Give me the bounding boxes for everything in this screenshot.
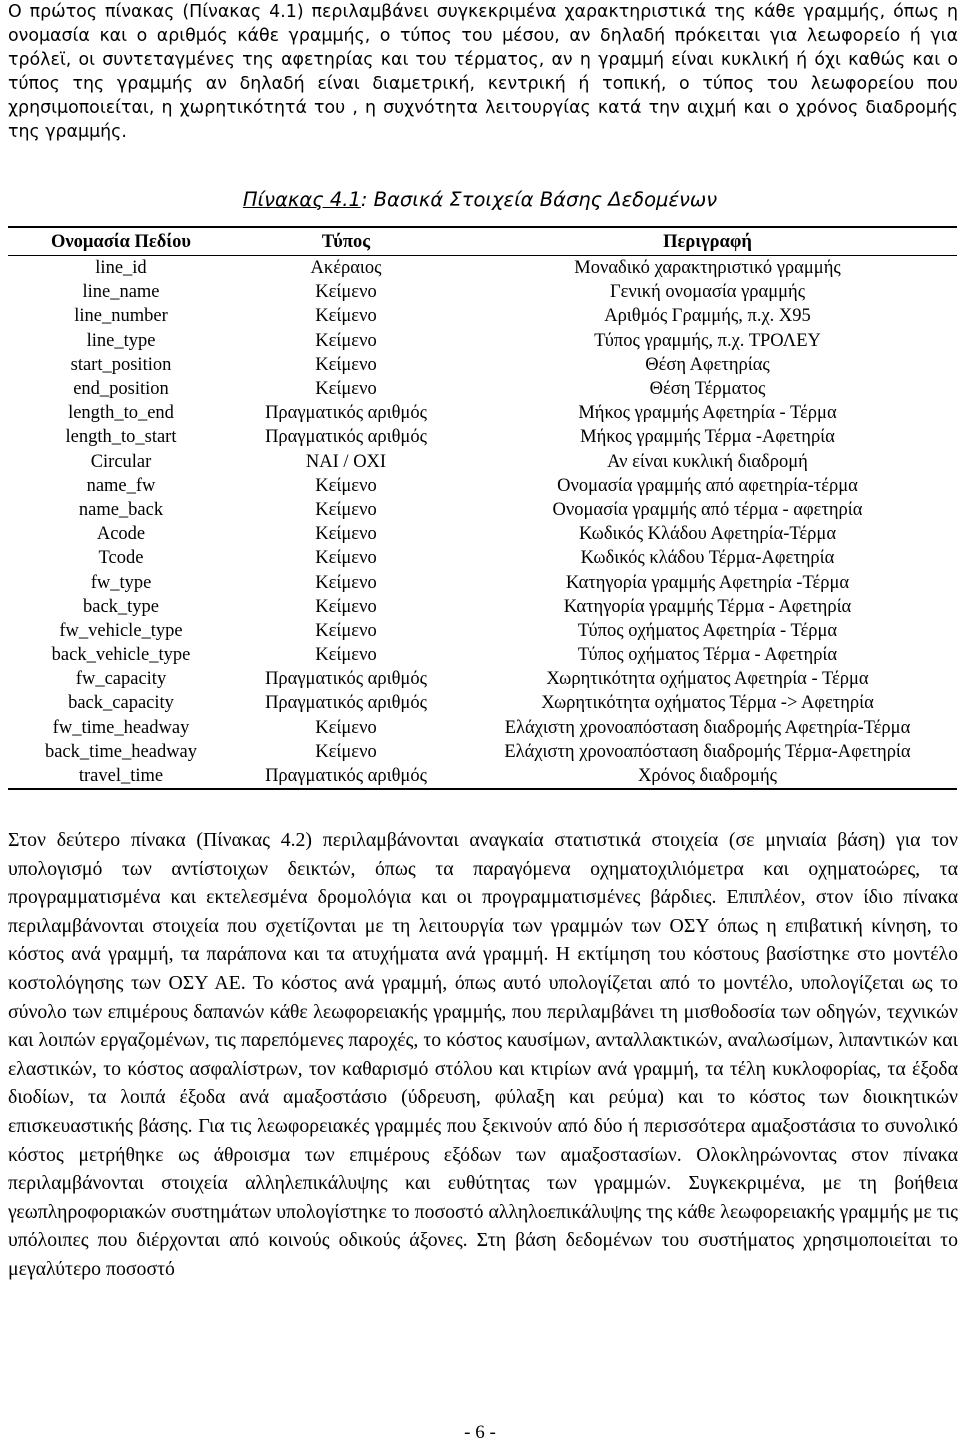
- table-caption-title: : Βασικά Στοιχεία Βάσης Δεδομένων: [360, 188, 718, 211]
- description-cell: Κωδικός Κλάδου Αφετηρία-Τέρμα: [578, 524, 837, 545]
- table-row: [8, 740, 957, 764]
- table-header-row: [8, 227, 957, 256]
- type-cell: Πραγματικός αριθμός: [265, 427, 427, 448]
- table-row: [8, 353, 957, 377]
- field-name-cell: back_vehicle_type: [51, 645, 191, 666]
- field-name-cell: fw_time_headway: [52, 717, 190, 738]
- table-row: [8, 643, 957, 667]
- type-cell: Κείμενο: [315, 717, 377, 738]
- table-row: [8, 377, 957, 401]
- field-name-cell: end_position: [73, 379, 169, 400]
- field-name-cell: Circular: [90, 451, 152, 472]
- table-row: [8, 425, 957, 449]
- table-caption: [0, 186, 960, 214]
- type-cell: Κείμενο: [315, 524, 377, 545]
- description-cell: Κατηγορία γραμμής Τέρμα - Αφετηρία: [563, 596, 852, 617]
- table-row: [8, 522, 957, 546]
- type-cell: Πραγματικός αριθμός: [265, 403, 427, 424]
- table-row: [8, 667, 957, 691]
- table-row: [8, 280, 957, 304]
- description-cell: Ελάχιστη χρονοαπόσταση διαδρομής Αφετηρία-Τέρμα: [504, 717, 911, 738]
- type-cell: Πραγματικός αριθμός: [234, 764, 458, 789]
- description-cell: Χρόνος διαδρομής: [458, 764, 957, 789]
- type-cell: Κείμενο: [315, 620, 377, 641]
- description-cell: Ελάχιστη χρονοαπόσταση διαδρομής Τέρμα-Αφετηρία: [504, 741, 911, 762]
- field-name-cell: length_to_end: [68, 403, 174, 424]
- intro-paragraph: Ο πρώτος πίνακας (Πίνακας 4.1) περιλαμβάνει συγκεκριμένα χαρακτηριστικά της κάθε γραμμής, όπως η ονομασία και ο αριθμός κάθε γραμμής, ο τύπος του μέσου, αν δηλαδή πρόκειται για λεωφορείο ή για τρόλεϊ, οι συντεταγμένες της αφετηρίας και του τέρματος, αν η γραμμή είναι κυκλική ή όχι καθώς και ο τύπος της γραμμής αν δηλαδή είναι διαμετρική, κεντρική ή τοπική, ο τύπος του λεωφορείου που χρησιμοποιείται, η χωρητικότητά του , η συχνότητα λειτουργίας κατά την αιχμή και ο χρόνος διαδρομής της γραμμής.: [8, 2, 958, 142]
- table-row: [8, 764, 957, 789]
- table-row: [8, 595, 957, 619]
- field-name-cell: Tcode: [98, 548, 144, 569]
- description-cell: Χωρητικότητα οχήματος Τέρμα -> Αφετηρία: [541, 693, 874, 714]
- description-cell: Τύπος οχήματος Τέρμα - Αφετηρία: [577, 645, 838, 666]
- table-row: [8, 691, 957, 715]
- description-cell: Τύπος οχήματος Αφετηρία - Τέρμα: [577, 620, 838, 641]
- type-cell: ΝΑΙ / ΟΧΙ: [305, 451, 387, 472]
- table-caption-label: Πίνακας 4.1: [242, 188, 361, 211]
- type-cell: Κείμενο: [315, 330, 377, 351]
- table-row: [8, 256, 957, 281]
- body-paragraph: Στον δεύτερο πίνακα (Πίνακας 4.2) περιλαμβάνονται αναγκαία στατιστικά στοιχεία (σε μηνιαία βάση) για τον υπολογισμό των αντίστοιχων δεικτών, όπως τα παραγόμενα οχηματοχιλιόμετρα και οχηματοώρες, τα προγραμματισμένα και εκτελεσμένα δρομολόγια και οι προγραμματισμένες βάρδιες. Επιπλέον, στον ίδιο πίνακα περιλαμβάνονται στοιχεία που σχετίζονται με τη λειτουργία των γραμμών των ΟΣΥ όπως η επιβατική κίνηση, το κόστος ανά γραμμή, τα παράπονα και τα ατυχήματα ανά γραμμή. Η εκτίμηση του κόστους βασίστηκε στο μοντέλο κοστολόγησης των ΟΣΥ ΑΕ. Το κόστος ανά γραμμή, όπως αυτό υπολογίζεται από το μοντέλο, υπολογίζεται ως το σύνολο των επιμέρους δαπανών κάθε λεωφορειακής γραμμής, που περιλαμβάνει τη μισθοδοσία των οδηγών, τεχνικών και λοιπών εργαζομένων, τις παρεπόμενες παροχές, το κόστος καυσίμων, ανταλλακτικών, αναλωσίμων, λιπαντικών και ελαστικών, το κόστος ασφαλίστρων, τον καθαρισμό στόλου και κτιρίων ανά γραμμή, τα τέλη κυκλοφορίας, τα έξοδα διοδίων, τα λοιπά έξοδα ανά αμαξοστάσιο (ύδρευση, φύλαξη και ρεύμα) και το κόστος των διοικητικών επισκευαστικής βάσης. Για τις λεωφορειακές γραμμές που ξεκινούν από δύο ή περισσότερα αμαξοστάσια το συνολικό κόστος μετρήθηκε ως άθροισμα των επιμέρους εξόδων των αμαξοστασίων. Ολοκληρώνοντας στον πίνακα περιλαμβάνονται στοιχεία αλληλεπικάλυψης και ευθύτητας των γραμμών. Συγκεκριμένα, με τη βοήθεια γεωπληροφοριακών συστημάτων υπολογίστηκε το ποσοστό αλληλοεπικάλυψης της κάθε λεωφορειακής γραμμής με τις υπόλοιπες που διέρχονται από κοινούς οδικούς άξονες. Στη βάση δεδομένων του συστήματος χρησιμοποιείται το μεγαλύτερο ποσοστό: [8, 829, 958, 1280]
- table-row: [8, 498, 957, 522]
- column-header-type: Τύπος: [234, 227, 458, 256]
- description-cell: Χωρητικότητα οχήματος Αφετηρία - Τέρμα: [546, 669, 869, 690]
- table-row: [8, 450, 957, 474]
- type-cell: Κείμενο: [315, 548, 377, 569]
- type-cell: Κείμενο: [315, 741, 377, 762]
- description-cell: Αριθμός Γραμμής, π.χ. Χ95: [604, 306, 811, 327]
- field-name-cell: back_time_headway: [44, 741, 198, 762]
- field-name-cell: fw_vehicle_type: [59, 620, 183, 641]
- table-row: [8, 304, 957, 328]
- field-name-cell: length_to_start: [65, 427, 177, 448]
- description-cell: Μήκος γραμμής Τέρμα -Αφετηρία: [580, 427, 835, 448]
- field-name-cell: fw_type: [90, 572, 152, 593]
- fields-table: [8, 226, 957, 790]
- field-name-cell: name_back: [78, 499, 164, 520]
- description-cell: Γενική ονομασία γραμμής: [609, 282, 806, 303]
- field-name-cell: line_id: [95, 258, 147, 279]
- table-row: [8, 619, 957, 643]
- type-cell: Κείμενο: [315, 306, 377, 327]
- type-cell: Κείμενο: [315, 354, 377, 375]
- description-cell: Κατηγορία γραμμής Αφετηρία -Τέρμα: [565, 572, 850, 593]
- description-cell: Μοναδικό χαρακτηριστικό γραμμής: [574, 258, 841, 279]
- type-cell: Ακέραιος: [310, 258, 382, 279]
- type-cell: Κείμενο: [315, 572, 377, 593]
- type-cell: Κείμενο: [315, 475, 377, 496]
- description-cell: Κωδικός κλάδου Τέρμα-Αφετηρία: [580, 548, 835, 569]
- field-name-cell: Acode: [96, 524, 146, 545]
- type-cell: Πραγματικός αριθμός: [265, 669, 427, 690]
- table-row: [8, 716, 957, 740]
- table-row: [8, 401, 957, 425]
- description-cell: Μήκος γραμμής Αφετηρία - Τέρμα: [578, 403, 837, 424]
- field-name-cell: line_number: [74, 306, 168, 327]
- column-header-field-name: Ονομασία Πεδίου: [8, 227, 234, 256]
- type-cell: Κείμενο: [315, 499, 377, 520]
- field-name-cell: fw_capacity: [75, 669, 167, 690]
- column-header-description: Περιγραφή: [458, 227, 957, 256]
- description-cell: Ονομασία γραμμής από τέρμα - αφετηρία: [552, 499, 863, 520]
- field-name-cell: travel_time: [8, 764, 234, 789]
- table-row: [8, 570, 957, 594]
- field-name-cell: line_name: [82, 282, 160, 303]
- description-cell: Ονομασία γραμμής από αφετηρία-τέρμα: [557, 475, 858, 496]
- page-number: - 6 -: [464, 1422, 496, 1443]
- table-row: [8, 546, 957, 570]
- field-name-cell: back_capacity: [68, 693, 174, 714]
- field-name-cell: line_type: [86, 330, 156, 351]
- description-cell: Τύπος γραμμής, π.χ. ΤΡΟΛΕΥ: [594, 330, 821, 351]
- table-row: [8, 474, 957, 498]
- description-cell: Αν είναι κυκλική διαδρομή: [607, 451, 808, 472]
- field-name-cell: start_position: [70, 354, 172, 375]
- field-name-cell: name_fw: [86, 475, 156, 496]
- type-cell: Πραγματικός αριθμός: [265, 693, 427, 714]
- type-cell: Κείμενο: [315, 645, 377, 666]
- type-cell: Κείμενο: [315, 596, 377, 617]
- field-name-cell: back_type: [82, 596, 160, 617]
- table-body: [8, 256, 957, 790]
- type-cell: Κείμενο: [315, 282, 377, 303]
- table-row: [8, 329, 957, 353]
- type-cell: Κείμενο: [315, 379, 377, 400]
- description-cell: Θέση Αφετηρίας: [645, 354, 770, 375]
- description-cell: Θέση Τέρματος: [649, 379, 766, 400]
